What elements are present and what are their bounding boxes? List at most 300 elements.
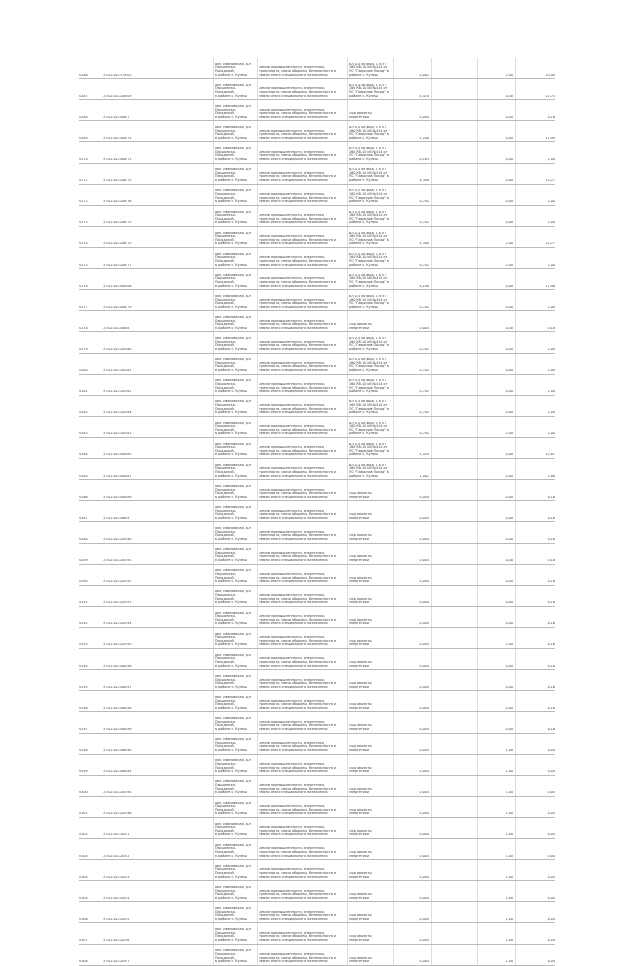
value-2: 2,00: [547, 221, 555, 225]
land-category: Земли промышленности, энергетики, транспорта, связи обороны, безопасности и земли иного специального назначения: [259, 741, 337, 753]
area-value: 0,004: [419, 791, 429, 795]
usage-note: Под объекты энергетики: [349, 787, 372, 795]
cadastral-number: 37:02:011205:82: [103, 390, 132, 394]
value-1: 0,00: [505, 157, 513, 161]
value-1: 2,00: [505, 643, 513, 647]
value-1: 0,00: [505, 305, 513, 309]
usage-note: ВЛ 0,4 кВ фид. 1 КТП 160 КВ-10 кВ №414 от ПС "Гаврилов Посад" в районе с. Кулеш: [349, 337, 389, 351]
area-value: 0,004: [419, 727, 429, 731]
row-number: V300: [79, 791, 88, 795]
table-row: [79, 206, 555, 227]
land-category: Земли промышленности, энергетики, транспорта, связи обороны, безопасности и земли иного специального назначения: [259, 615, 337, 626]
value-1: 2,00: [505, 263, 513, 267]
location: обл. Ивановская, р-н Паршинско-Посадский, в районе с. Кулеш: [215, 949, 252, 964]
cadastral-number: 37:02:011205:83: [103, 432, 132, 436]
land-category: Земли промышленности, энергетики, транспорта, связи обороны, безопасности и земли иного специального назначения: [259, 256, 337, 267]
row-number: V301: [79, 812, 88, 816]
land-category: Земли промышленности, энергетики, транспорта, связи обороны, безопасности и земли иного специального назначения: [259, 235, 337, 246]
location: обл. Ивановская, р-н Паршинско-Посадский, в районе с. Кулеш: [215, 717, 252, 731]
table-row: [79, 607, 555, 628]
usage-note: Под объекты энергетики: [349, 660, 372, 668]
area-value: 4,470: [419, 94, 429, 98]
location: обл. Ивановская, р-н Паршинско-Посадский, в районе с. Кулеш: [215, 928, 252, 942]
value-2: 0,04: [547, 896, 555, 900]
usage-note: Под объекты энергетики: [349, 682, 372, 689]
usage-note: ВЛ 0,4 кВ фид. 1 КТП 160 КВ-10 кВ №414 от ПС "Гаврилов Посад" в районе с. Кулеш: [349, 400, 389, 415]
row-number: V287: [79, 516, 88, 520]
value-2: 0,16: [547, 516, 555, 520]
table-row: [79, 628, 555, 649]
land-category: Земли промышленности, энергетики, транспорта, связи обороны, безопасности и земли иного специального назначения: [259, 129, 337, 140]
table-row: [79, 522, 555, 543]
usage-note: Под объекты энергетики: [349, 555, 372, 563]
value-2: 2,00: [547, 390, 555, 394]
value-2: 2,00: [547, 305, 555, 309]
value-1: 0,00: [505, 411, 513, 415]
value-1: 1,00: [505, 749, 513, 753]
location: обл. Ивановская, р-н Паршинско-Посадский, в районе с. Кулеш: [215, 801, 252, 816]
land-category: Земли промышленности, энергетики, транспорта, связи обороны, безопасности и земли иного специального назначения: [259, 551, 337, 563]
area-value: 0,004: [419, 559, 429, 563]
area-value: 0,702: [419, 390, 429, 394]
cadastral-number: 37:02:011208:09: [103, 94, 132, 98]
value-1: 0,00: [505, 559, 513, 563]
cadastral-number: 37:02:011205:84: [103, 411, 132, 415]
table-row: [79, 839, 555, 860]
usage-note: ВЛ 0,4 кВ фид. 1 КТП 160 КВ-10 кВ №414 от ПС "Гаврилов Посад" в районе с. Кулеш: [349, 83, 389, 98]
location: обл. Ивановская, р-н Паршинско-Посадский, в районе с. Кулеш: [215, 907, 252, 921]
cadastral-number: 37:02:011205:6: [103, 939, 130, 942]
table-row: [79, 375, 555, 396]
usage-note: Под объекты энергетики: [349, 872, 372, 879]
table-row: [79, 417, 555, 438]
area-value: 0,004: [419, 833, 429, 837]
value-1: 0,00: [505, 179, 513, 183]
row-number: V287: [79, 94, 88, 98]
table-row: [79, 58, 555, 79]
area-value: 0,004: [419, 601, 429, 605]
table-row: [79, 923, 555, 944]
land-category: Земли промышленности, энергетики, транспорта, связи обороны, безопасности и земли иного специального назначения: [259, 425, 337, 436]
value-1: 0,00: [505, 284, 513, 288]
usage-note: ВЛ 0,4 кВ фид. 1 КТП 160 КВ-10 кВ №414 от ПС "Гаврилов Посад" в районе с. Кулеш: [349, 231, 389, 246]
area-value: 0,004: [419, 770, 429, 774]
cadastral-number: 37:02:011379:03: [103, 73, 132, 77]
usage-note: Под объекты энергетики: [349, 618, 372, 626]
usage-note: ВЛ 0,4 кВ фид. 1 КТП 160 КВ-10 кВ №414 от ПС "Гаврилов Посад" в районе с. Кулеш: [349, 168, 389, 183]
area-value: 0,702: [419, 200, 429, 204]
area-value: 0,702: [419, 411, 429, 415]
area-value: 0,004: [419, 643, 429, 647]
land-category: Земли промышленности, энергетики, транспорта, связи обороны, безопасности и земли иного специального назначения: [259, 509, 337, 520]
cadastral-number: 37:02:011205:90: [103, 537, 132, 541]
location: обл. Ивановская, р-н Паршинско-Посадский, в районе с. Кулеш: [215, 527, 252, 541]
location: обл. Ивановская, р-н Паршинско-Посадский, в районе с. Кулеш: [215, 421, 252, 436]
location: обл. Ивановская, р-н Паршинско-Посадский, в районе с. Кулеш: [215, 400, 252, 415]
table-row: [79, 121, 555, 142]
land-category: Земли промышленности, энергетики, транспорта, связи обороны, безопасности и земли иного специального назначения: [259, 66, 337, 77]
value-2: 12,75: [545, 94, 555, 98]
value-1: 2,00: [505, 432, 513, 436]
cadastral-number: 37:02:011408:08: [103, 284, 132, 288]
value-2: 0,04: [547, 939, 555, 942]
table-row: [79, 311, 555, 332]
cadastral-number: 37:02:011408:99: [103, 727, 132, 731]
usage-note: Под объекты энергетики: [349, 703, 372, 710]
value-2: 0,16: [547, 664, 555, 668]
row-number: V291: [79, 601, 88, 605]
cadastral-number: 37:02:011205:2: [103, 854, 130, 858]
cadastral-number: 37:02:011205:4: [103, 896, 130, 900]
value-2: 0,04: [547, 749, 555, 753]
table-row: [79, 776, 555, 797]
usage-note: ВЛ 0,4 кВ фид. 1 КТП 160 КВ-10 кВ №414 от ПС "Гаврилов Посад" в районе с. Кулеш: [349, 463, 389, 478]
land-category: Земли промышленности, энергетики, транспорта, связи обороны, безопасности и земли иного специального назначения: [259, 298, 337, 309]
area-value: 0,004: [419, 537, 429, 541]
cadastral-number: 37:02:011205:1: [103, 833, 130, 837]
location: обл. Ивановская, р-н Паршинско-Посадский, в районе с. Кулеш: [215, 886, 252, 900]
table-row: [79, 586, 555, 607]
area-value: 0,702: [419, 305, 429, 309]
usage-note: Под объекты энергетики: [349, 639, 372, 647]
usage-note: Под объекты энергетики: [349, 956, 372, 964]
location: обл. Ивановская, р-н Паршинско-Посадский, в районе с. Кулеш: [215, 653, 252, 668]
row-number: V292: [79, 622, 88, 626]
value-2: 0,16: [547, 601, 555, 605]
cadastral-number: 37:02:011408:87: [103, 474, 132, 478]
table-row: [79, 902, 555, 923]
value-1: 0,00: [505, 601, 513, 605]
table-row: [79, 501, 555, 522]
row-number: V279: [79, 347, 88, 351]
row-number: V282: [79, 411, 88, 415]
row-number: V306: [79, 917, 88, 921]
table-row: [79, 227, 555, 248]
cadastral-number: 37:02:011205:91: [103, 559, 132, 563]
table-row: [79, 797, 555, 818]
row-number: V274: [79, 242, 88, 246]
location: обл. Ивановская, р-н Паршинско-Посадский, в районе с. Кулеш: [215, 463, 252, 478]
area-value: 4,190: [419, 284, 429, 288]
row-number: V304: [79, 875, 88, 879]
value-1: 0,00: [505, 94, 513, 98]
row-number: V290: [79, 580, 88, 584]
area-value: 0,004: [419, 326, 429, 330]
location: обл. Ивановская, р-н Паршинско-Посадский, в районе с. Кулеш: [215, 147, 252, 161]
value-1: 0,00: [505, 200, 513, 204]
usage-note: ВЛ 0,4 кВ фид. 1 КТП 160 КВ-10 кВ №414 от ПС "Гаврилов Посад" в районе с. Кулеш: [349, 210, 389, 225]
value-2: 12,87: [545, 453, 555, 457]
cadastral-number: 37:02:011408:97: [103, 685, 132, 689]
cadastral-number: 37:02:011208:77: [103, 263, 132, 267]
location: обл. Ивановская, р-н Паршинско-Посадский, в районе с. Кулеш: [215, 62, 252, 77]
location: обл. Ивановская, р-н Паршинско-Посадский, в районе с. Кулеш: [215, 611, 252, 626]
location: обл. Ивановская, р-н Паршинско-Посадский, в районе с. Кулеш: [215, 316, 252, 330]
location: обл. Ивановская, р-н Паршинско-Посадский, в районе с. Кулеш: [215, 252, 252, 267]
value-1: 0,00: [505, 685, 513, 689]
land-category: Земли промышленности, энергетики, транспорта, связи обороны, безопасности и земли иного специального назначения: [259, 720, 337, 731]
row-number: V289: [79, 136, 88, 140]
value-2: 2,00: [547, 432, 555, 436]
usage-note: Под объекты энергетики: [349, 914, 372, 921]
row-number: V299: [79, 770, 88, 774]
value-2: 12,27: [545, 179, 555, 183]
cadastral-number: 37:02:011408:90: [103, 749, 132, 753]
row-number: V284: [79, 453, 88, 457]
usage-note: Под объекты энергетики: [349, 893, 372, 900]
value-2: 14,00: [545, 73, 555, 77]
row-number: V308: [79, 960, 88, 964]
cadastral-number: 37:02:011205:80: [103, 347, 132, 351]
value-1: 1,00: [505, 896, 513, 900]
value-1: 1,00: [505, 875, 513, 879]
row-number: V278: [79, 326, 88, 330]
area-value: 0,004: [419, 939, 429, 942]
value-1: 0,00: [505, 537, 513, 541]
value-2: 0,04: [547, 875, 555, 879]
cadastral-number: 37:02:011208:76: [103, 200, 132, 204]
usage-note: ВЛ 0,4 кВ фид. 1 КТП 160 КВ-10 кВ №414 от ПС "Гаврилов Посад" в районе с. Кулеш: [349, 294, 389, 309]
value-1: 0,00: [505, 390, 513, 394]
value-2: 0,04: [547, 770, 555, 774]
cadastral-number: 37:02:011408:85: [103, 453, 132, 457]
area-value: 0,702: [419, 347, 429, 351]
table-row: [79, 100, 555, 121]
value-2: 0,16: [547, 706, 555, 710]
value-2: 2,00: [547, 369, 555, 373]
value-1: 1,00: [505, 939, 513, 942]
value-1: 0,00: [505, 369, 513, 373]
area-value: 0,004: [419, 896, 429, 900]
land-category: Земли промышленности, энергетики, транспорта, связи обороны, безопасности и земли иного специального назначения: [259, 931, 337, 942]
usage-note: Под объекты энергетики: [349, 766, 372, 774]
land-category: Земли промышленности, энергетики, транспорта, связи обороны, безопасности и земли иного специального назначения: [259, 636, 337, 647]
row-number: V270: [79, 157, 88, 161]
location: обл. Ивановская, р-н Паршинско-Посадский, в районе с. Кулеш: [215, 864, 252, 879]
cadastral-number: 37:02:011205:96: [103, 812, 132, 816]
cadastral-number: 37:02:011205:95: [103, 643, 132, 647]
value-1: 1,00: [505, 812, 513, 816]
value-2: 0,16: [547, 326, 555, 330]
land-category: Земли промышленности, энергетики, транспорта, связи обороны, безопасности и земли иного специального назначения: [259, 87, 337, 98]
area-value: 0,004: [419, 664, 429, 668]
value-1: 1,00: [505, 960, 513, 964]
row-number: V288: [79, 537, 88, 541]
value-1: 0,00: [505, 326, 513, 330]
location: обл. Ивановская, р-н Паршинско-Посадский, в районе с. Кулеш: [215, 358, 252, 373]
table-row: [79, 565, 555, 586]
usage-note: ВЛ 0,4 кВ фид. 1 КТП 160 КВ-10 кВ №414 от ПС "Гаврилов Посад" в районе с. Кулеш: [349, 379, 389, 394]
cadastral-number: 37:02:011205:81: [103, 369, 132, 373]
value-1: 0,00: [505, 347, 513, 351]
cadastral-number: 37:02:011205:93: [103, 601, 132, 605]
table-row: [79, 649, 555, 670]
area-value: 0,004: [419, 917, 429, 921]
land-category: Земли промышленности, энергетики, транспорта, связи обороны, безопасности и земли иного специального назначения: [259, 952, 337, 964]
area-value: 0,702: [419, 369, 429, 373]
table-row: [79, 142, 555, 163]
value-2: 0,16: [547, 643, 555, 647]
row-number: V294: [79, 664, 88, 668]
area-value: 4,510: [419, 453, 429, 457]
location: обл. Ивановская, р-н Паршинско-Посадский, в районе с. Кулеш: [215, 674, 252, 689]
row-number: V288: [79, 115, 88, 119]
land-category: Земли промышленности, энергетики, транспорта, связи обороны, безопасности и земли иного специального назначения: [259, 530, 337, 541]
value-2: 0,16: [547, 727, 555, 731]
row-number: V283: [79, 432, 88, 436]
land-category: Земли промышленности, энергетики, транспорта, связи обороны, безопасности и земли иного специального назначения: [259, 382, 337, 394]
usage-note: ВЛ 0,4 кВ фид. 1 КТП 160 КВ-10 кВ №414 от ПС "Гаврилов Посад" в районе с. Кулеш: [349, 273, 389, 288]
cadastral-number: 37:02:011205:94: [103, 622, 132, 626]
location: обл. Ивановская, р-н Паршинско-Посадский, в районе с. Кулеш: [215, 632, 252, 647]
cadastral-number: 37:02:011408:98: [103, 706, 132, 710]
value-1: 0,00: [505, 516, 513, 520]
value-2: 12,27: [545, 242, 555, 246]
row-number: V293: [79, 643, 88, 647]
table-row: [79, 881, 555, 902]
value-2: 0,04: [547, 854, 555, 858]
table-row: [79, 691, 555, 712]
area-value: 0,004: [419, 706, 429, 710]
value-1: 1,00: [505, 854, 513, 858]
cadastral-number: 37:02:011408:89: [103, 495, 132, 499]
value-1: 0,00: [505, 115, 513, 119]
table-row: [79, 755, 555, 776]
value-1: 1,00: [505, 917, 513, 921]
location: обл. Ивановская, р-н Паршинско-Посадский, в районе с. Кулеш: [215, 168, 252, 183]
value-1: 0,00: [505, 136, 513, 140]
value-2: 0,04: [547, 960, 555, 964]
land-category: Земли промышленности, энергетики, транспорта, связи обороны, безопасности и земли иного специального назначения: [259, 594, 337, 605]
usage-note: Под объекты энергетики: [349, 534, 372, 541]
location: обл. Ивановская, р-н Паршинско-Посадский, в районе с. Кулеш: [215, 590, 252, 605]
value-2: 0,04: [547, 791, 555, 795]
table-row: [79, 269, 555, 290]
value-1: 0,00: [505, 495, 513, 499]
value-2: 2,86: [547, 474, 555, 478]
table-row: [79, 248, 555, 269]
area-value: 4,300: [419, 242, 429, 246]
location: обл. Ивановская, р-н Паршинско-Посадский, в районе с. Кулеш: [215, 738, 252, 753]
row-number: V272: [79, 200, 88, 204]
table-row: [79, 459, 555, 480]
cadastral-number: 37:02:011205:92: [103, 580, 132, 584]
location: обл. Ивановская, р-н Паршинско-Посадский, в районе с. Кулеш: [215, 506, 252, 520]
location: обл. Ивановская, р-н Паршинско-Посадский, в районе с. Кулеш: [215, 696, 252, 710]
table-row: [79, 712, 555, 733]
cadastral-number: 37:02:011408:94: [103, 770, 132, 774]
cadastral-number: 37:02:011205:3: [103, 875, 130, 879]
land-category: Земли промышленности, энергетики, транспорта, связи обороны, безопасности и земли иного специального назначения: [259, 150, 337, 161]
area-value: 0,004: [419, 854, 429, 858]
usage-note: ВЛ 0,4 кВ фид. 1 КТП 160 КВ-10 кВ №414 от ПС "Гаврилов Посад" в районе с. Кулеш: [349, 126, 389, 140]
value-2: 0,16: [547, 495, 555, 499]
row-number: V271: [79, 179, 88, 183]
row-number: V298: [79, 749, 88, 753]
row-number: V281: [79, 390, 88, 394]
row-number: V273: [79, 221, 88, 225]
value-2: 0,16: [547, 685, 555, 689]
table-row: [79, 945, 555, 966]
value-1: 0,00: [505, 580, 513, 584]
value-1: 0,00: [505, 727, 513, 731]
value-1: 0,00: [505, 664, 513, 668]
value-2: 2,00: [547, 411, 555, 415]
value-2: 11,96: [545, 284, 555, 288]
location: обл. Ивановская, р-н Паршинско-Посадский, в районе с. Кулеш: [215, 759, 252, 774]
table-row: [79, 79, 555, 100]
row-number: V297: [79, 727, 88, 731]
location: обл. Ивановская, р-н Паршинско-Посадский, в районе с. Кулеш: [215, 569, 252, 584]
cadastral-number: 37:02:011208:75: [103, 242, 132, 246]
value-1: 2,00: [505, 73, 513, 77]
row-number: V275: [79, 263, 88, 267]
location: обл. Ивановская, р-н Паршинско-Посадский, в районе с. Кулеш: [215, 210, 252, 225]
table-row: [79, 670, 555, 691]
value-2: 2,00: [547, 263, 555, 267]
table-row: [79, 332, 555, 353]
location: обл. Ивановская, р-н Паршинско-Посадский, в районе с. Кулеш: [215, 104, 252, 119]
cadastral-number: 37:02:011408:7: [103, 115, 130, 119]
row-number: V277: [79, 305, 88, 309]
value-2: 2,00: [547, 347, 555, 351]
usage-note: Под объекты энергетики: [349, 597, 372, 605]
location: обл. Ивановская, р-н Паршинско-Посадский, в районе с. Кулеш: [215, 83, 252, 98]
table-row: [79, 480, 555, 501]
usage-note: Под объекты энергетики: [349, 724, 372, 731]
location: обл. Ивановская, р-н Паршинско-Посадский, в районе с. Кулеш: [215, 548, 252, 563]
land-category: Земли промышленности, энергетики, транспорта, связи обороны, безопасности и земли иного специального назначения: [259, 319, 337, 330]
location: обл. Ивановская, р-н Паршинско-Посадский, в районе с. Кулеш: [215, 126, 252, 140]
land-category: Земли промышленности, энергетики, транспорта, связи обороны, безопасности и земли иного специального назначения: [259, 847, 337, 858]
land-category: Земли промышленности, энергетики, транспорта, связи обороны, безопасности и земли иного специального назначения: [259, 762, 337, 774]
land-category: Земли промышленности, энергетики, транспорта, связи обороны, безопасности и земли иного специального назначения: [259, 826, 337, 837]
location: обл. Ивановская, р-н Паршинско-Посадский, в районе с. Кулеш: [215, 843, 252, 858]
area-value: 0,004: [419, 495, 429, 499]
area-value: 4,300: [419, 179, 429, 183]
area-value: 0,004: [419, 516, 429, 520]
value-1: 1,00: [505, 770, 513, 774]
area-value: 0,163: [419, 157, 429, 161]
row-number: V302: [79, 833, 88, 837]
cadastral-number: 37:02:011408:96: [103, 664, 132, 668]
land-category: Земли промышленности, энергетики, транспорта, связи обороны, безопасности и земли иного специального назначения: [259, 108, 337, 119]
land-category: Земли промышленности, энергетики, транспорта, связи обороны, безопасности и земли иного специального назначения: [259, 678, 337, 689]
area-value: 0,004: [419, 749, 429, 753]
table-row: [79, 818, 555, 839]
cadastral-number: 37:02:011205:7: [103, 960, 130, 964]
area-value: 0,004: [419, 685, 429, 689]
row-number: V286: [79, 495, 88, 499]
value-2: 0,16: [547, 622, 555, 626]
row-number: V286: [79, 73, 88, 77]
land-category: Земли промышленности, энергетики, транспорта, связи обороны, безопасности и земли иного специального назначения: [259, 657, 337, 668]
usage-note: Под объекты энергетики: [349, 492, 372, 499]
row-number: V296: [79, 706, 88, 710]
cadastral-number: 37:02:011408:9: [103, 516, 130, 520]
row-number: V307: [79, 939, 88, 942]
value-1: 0,00: [505, 453, 513, 457]
row-number: V285: [79, 474, 88, 478]
table-row: [79, 860, 555, 881]
usage-note: ВЛ 0,4 кВ фид. 1 КТП 160 КВ-10 кВ №414 от ПС "Гаврилов Посад" в районе с. Кулеш: [349, 442, 389, 457]
usage-note: Под объекты энергетики: [349, 829, 372, 837]
value-1: 1,00: [505, 833, 513, 837]
cadastral-number: 37:02:011408:73: [103, 157, 132, 161]
cadastral-number: 37:02:011408:8: [103, 326, 130, 330]
area-value: 0,702: [419, 221, 429, 225]
value-1: 0,00: [505, 474, 513, 478]
